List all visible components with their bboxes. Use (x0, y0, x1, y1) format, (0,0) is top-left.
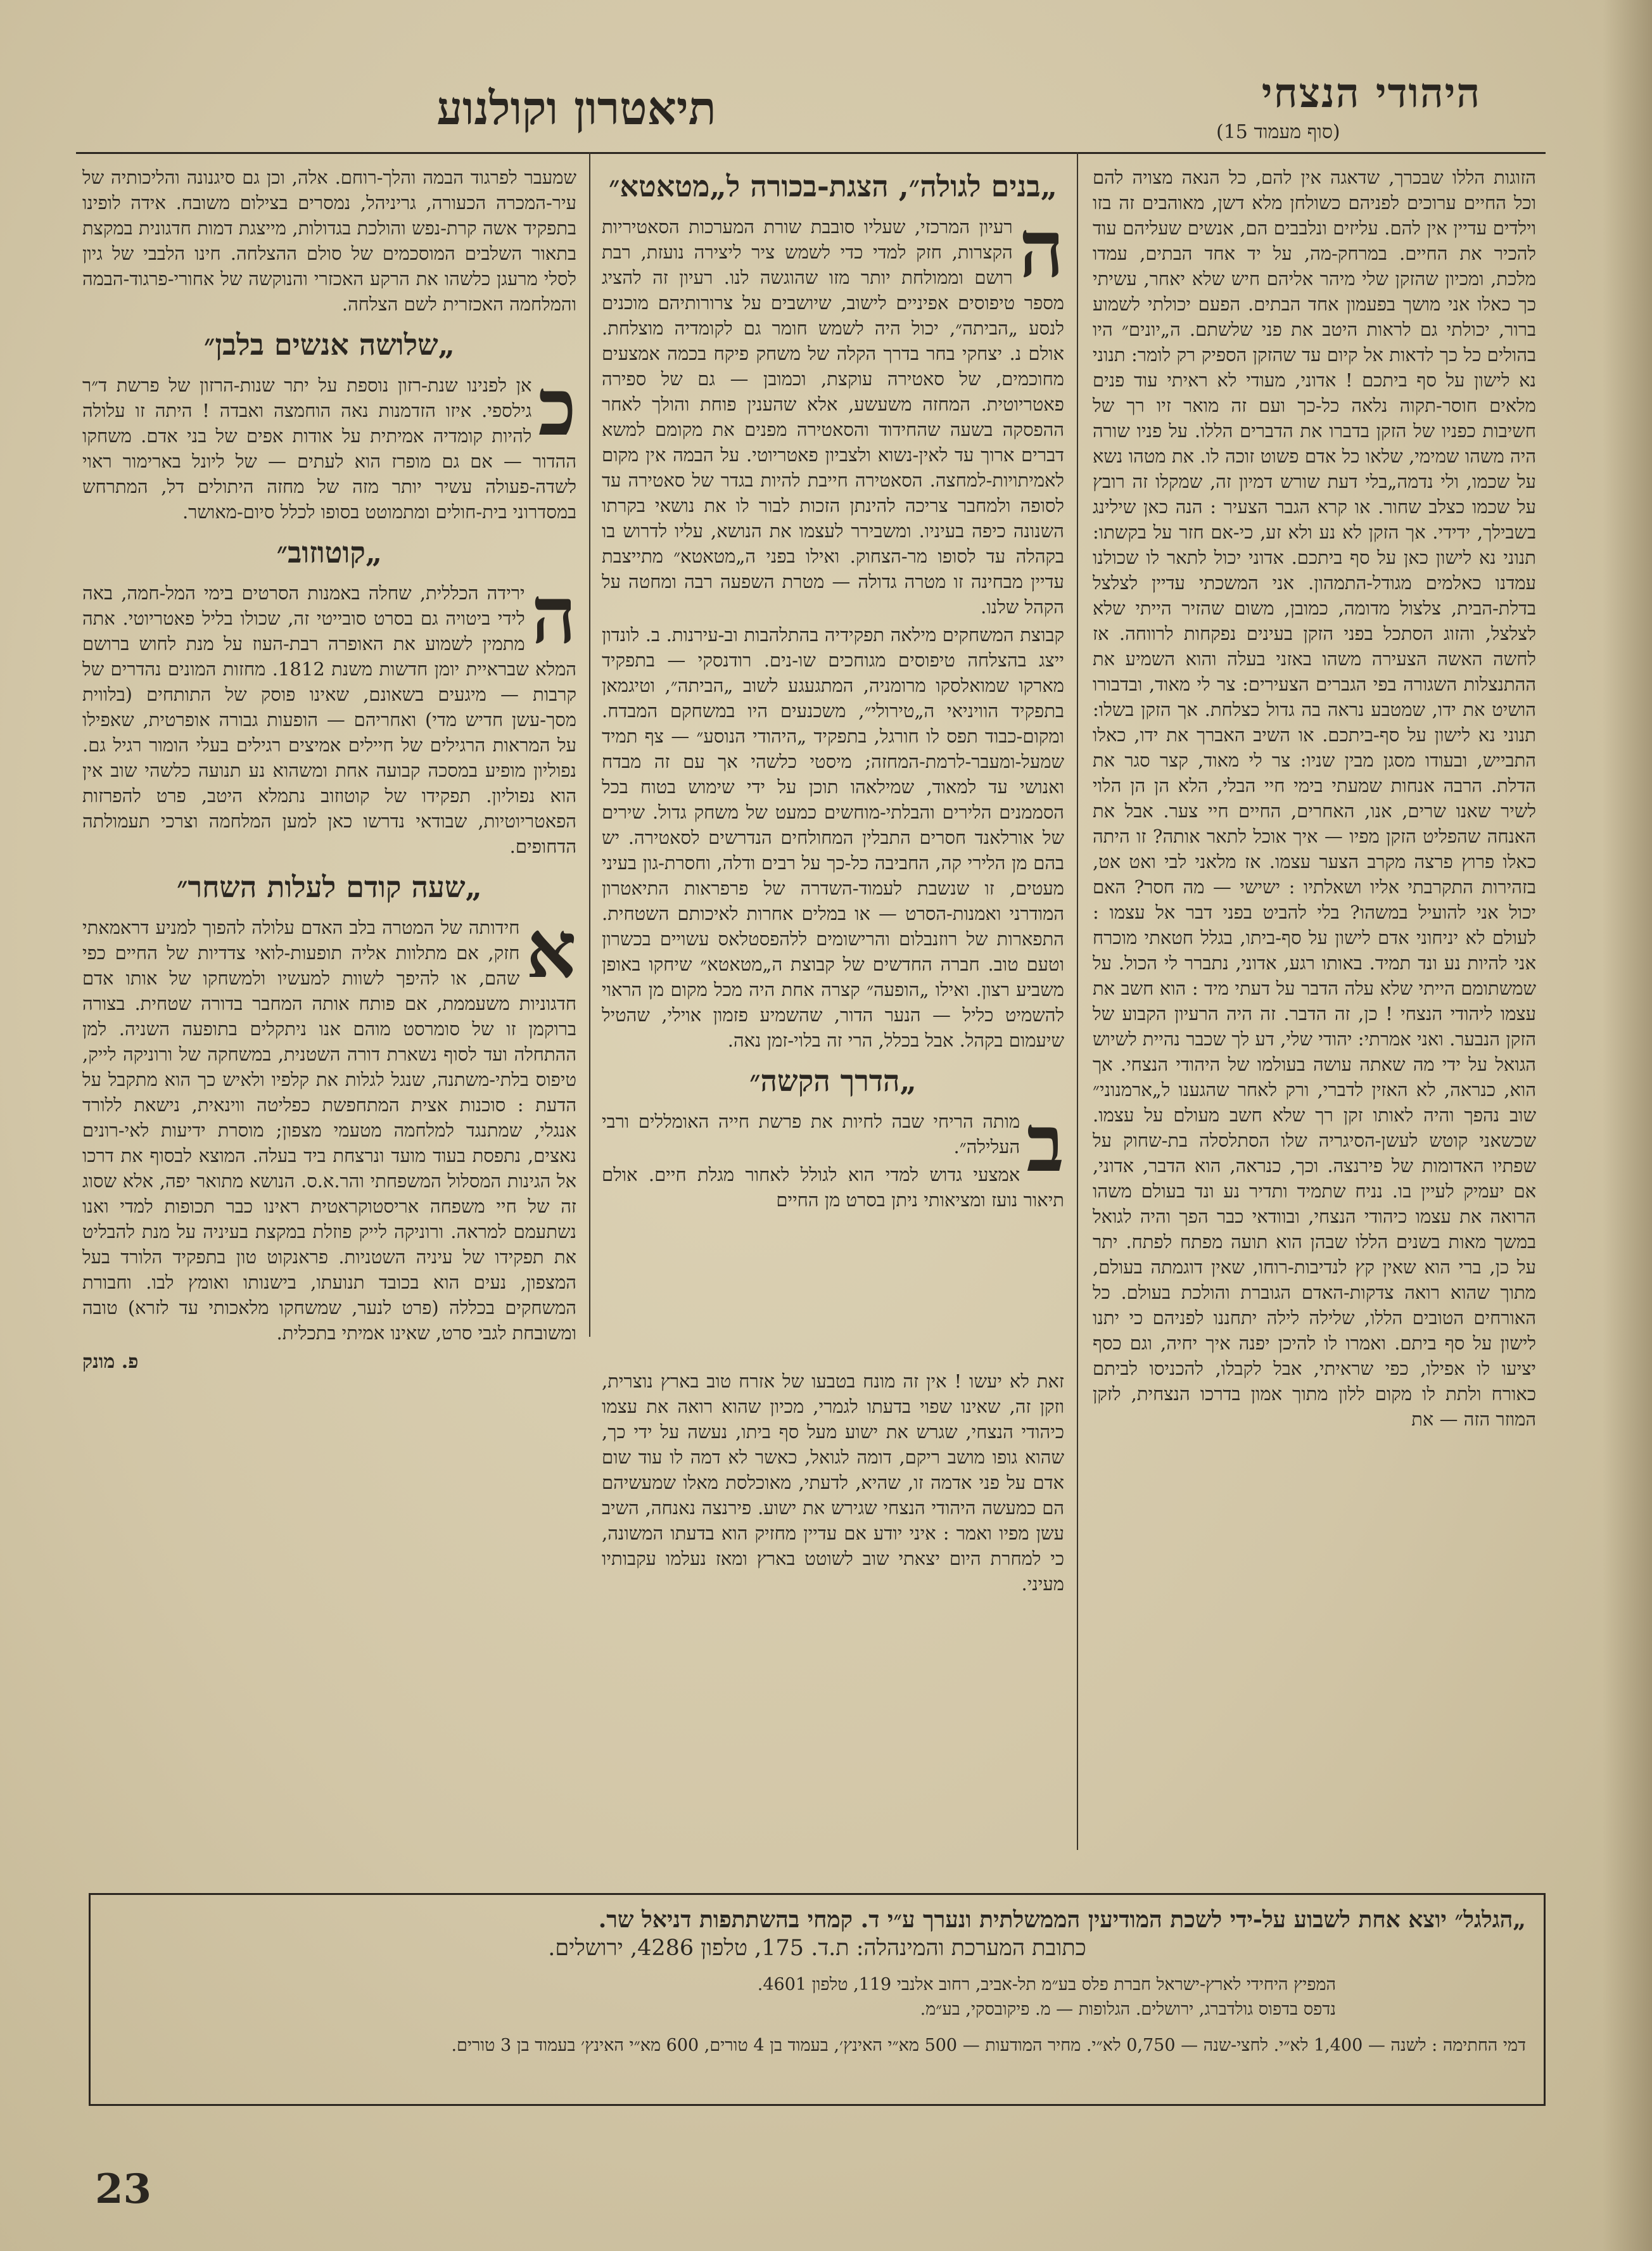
review-title: „הדרך הקשה״ (749, 1064, 917, 1098)
column-film-reviews (82, 165, 576, 1882)
section-title-theater-cinema: תיאטרון וקולנוע (436, 81, 716, 135)
review-title: „שלושה אנשים בלבן״ (203, 328, 455, 362)
page-edge-shadow (1603, 0, 1652, 2251)
review-title: „שעה קודם לעלות השחר״ (177, 870, 482, 904)
masthead-publisher: „הגלגל״ יוצא אחת לשבוע על-ידי לשכת המודיעין הממשלתית ונערך ע״י ד. קמחי בהשתתפות דניאל שר. (598, 1906, 1526, 1933)
review-title: „קוטוזוב״ (276, 535, 383, 570)
paragraph: הזוגות הללו שבכרך, שדאגה אין להם, כל הנאה מצויה להם וכל החיים ערוכים לפניהם כשולחן מלא דשן, מאוהבים זה בזו וילדים עדיין אין להם. עליזים ונלבבים הם, אנשים שעליהם עוד להכיר את החיים. במרחק-מה, על יד אחד הבתים, עמדו מלכת, ומכיון שהזקן שלי מיהר אליהם חיש שלא יאחר, עשיתי כך כאלו אני מושך בפעמון אחד הבתים. הפעם יכולתי לשמוע ברור, יכולתי גם לראות היטב את פני שלשתם. ה„יונים״ היו בהולים כל כך לדאות אל קיום עד שהזקן הספיק רק לומר: תנוני נא לישון על סף ביתכם ! אדוני, מעודי לא ראיתי עוד פנים מלאים חוסר-תקוה נלאה כל-כך ועם זה מואר זיו רך של חשיבות כפניו של הזקן בדברו את הדברים הללו. על פניו שורה היה משהו שמימי, שלאו כל אדם פשוט זוכה לו. את מטהו נשא על שכמו, ולי נדמה„בלי דעת שורש דמיון זה, שמקלו זה רובץ על שכמו כצלב שחור. או קרא הגבר הצעיר : הנה כאן שילינג בשבילך, ידידי. אך הזקן לא נע ולא זע, כי-אם חזר על בקשתו: תנוני נא לישון כאן על סף ביתכם. אדוני יכול לתאר לו שכולנו עמדנו כאלמים מגודל-התמהון. אני המשכתי עדיין לצלצל בדלת-הבית, צלצול מדומה, כמובן, משום שהזיר הייתי שלא לצלצל, והזוג הסתכל בפני הזקן בעינים נפקחות לרווחה. אז לחשה האשה הצעירה משהו באזני בעלה והוא השמיע את ההתנצלות השגורה בפי הגברים הצעירים: צר לי מאוד, ובדבורו הושיט את ידו, שמטבע נראה בה גדול כצלחת. אך הזקן בשלו: תנוני נא לישון על סף-ביתכם. או השיב האברך את ידו, כאלו התבייש, ובעודו מסגן מבין שניו: צר לי מאוד, קצר סגר את הדלת. הרבה אנחות שמעתי בימי חיי הבלי, הלא הן הן הלוי לשיר שאנו שרים, אנו, האחרים, החיים חיי צער. אבל את האנחה שהפליט הזקן מפיו — איך אוכל לתאר אותה? זו היתה כאלו פרוץ פרצה מקרב הצער עצמו. אז מלאני לבי ואט אט, בזהירות התקרבתי אליו ושאלתיו : ישישי — מה חסר? האם יכול אני להועיל במשהו? בלי להביט בפני דבר אל עצמו : לעולם לא יניחוני אדם לישון על סף-ביתו, בגלל חטאתי מוכרח אני להיות נע ונד תמיד. באותו רגע, אדוני, נתברר לי הכול. על שמשתומם הייתי שלא עלה הדבר על דעתי מיד : הוא חשב את עצמו ליהודי הנצחי ! כן, זה הדבר. זה היה הרעיון הקבוע של הזקן הנבער. ואני אמרתי: יהודי שלי, דע לך שכבר נהיית לשיוש הגואל על ידי מה שאתה עושה בעולמו של היהודי הנצחי. אך הוא, כנראה, לא האזין לדברי, ורק לאחר שהגענו ל„ארמנוני״ שוב נהפך והיה לאותו זקן רך שלא חשב מעולם על עצמו. שכשאני קוטש לעשן-הסיגריה שלו הסתלסלה בת-שחוק על שפתיו האדומות של פירנצה. וכך, כנראה, הוא הדבר, אדוני, אם יעמיק לעיין בו. נניח שתמיד ותדיר נע ונד בעולם משהו הרואה את עצמו כיהודי הנצחי, ובוודאי כבר הפך והיה לגואל במשך מאות בשנים הללו שבהן הוא תועה מפתח לפתח. יתר על כן, ברי הוא שאין קץ לנדיבות-רוחו, שאין דוגמתה בעולם, מתוך שהוא רואה צדקות-האדם הגוברת והולכת בעולם. כל האורחים הטובים הללו, שלילה לילה יתחננו לפניהם כי יתנו לישון על סף ביתם. ואמרו לו להיכן יפנה איך יחיה, וגם כסף יציעו לו אפילו, כפי שראיתי, אבל לקבלו, להכניסו לביתם כאורח ולתת לו מקום ללון מתוך אמון בדרכו הנצחית, לזקן המוזר הזה — את (1093, 167, 1536, 1430)
article-title: היהודי הנצחי (1261, 70, 1482, 117)
masthead-address: כתובת המערכת והמינהלה: ת.ד. 175, טלפון 4286, ירושלים. (548, 1935, 1086, 1961)
column-divider (1077, 152, 1078, 1850)
header-rule (76, 152, 1546, 154)
paragraph: אמצעי גדוש למדי הוא לגולל לאחור מגלת חיים. אולם תיאור נועז ומציאותי ניתן בסרט מן החיים (602, 1164, 1064, 1211)
paragraph: זאת לא יעשו ! אין זה מונח בטבעו של אזרח טוב בארץ נוצרית, וזקן זה, שאינו שפוי בדעתו לגמרי, מכיון שהוא רואה את עצמו כיהודי הנצחי, שגרש את ישוע מעל סף ביתו, נעשה על ידי כך, שהוא גופו מושב ריקם, דומה לגואל, כאשר לא דמה לו עוד שום אדם על פני אדמה זו, שהיא, לדעתי, מאוכלסת מאלו שמעשיהם הם כמעשה היהודי הנצחי שגירש את ישוע. פירנצה נאנחה, השיב עשן מפיו ואמר : איני יודע אם עדיין מחזיק הוא בדעתו המשונה, כי למחרת היום יצאתי שוב לשוטט בארץ ומאז נעלמו עקבותיו מעיני. (602, 1370, 1064, 1595)
masthead-subscription: דמי החתימה : לשנה — 1,400 לא״י. לחצי-שנה — 0,750 לא״י. מחיר המודעות — 500 מא״י האינץ׳, בעמוד בן 4 טורים, 600 מא״י האינץ׳ בעמוד בן 3 טורים. (451, 2036, 1526, 2055)
paragraph: קבוצת המשחקים מילאה תפקידיה בהתלהבות וב-עירנות. ב. לונדון ייצג בהצלחה טיפוסים מגוחכים שו-נים. רודנסקי — בתפקיד מארקו שמואלסקו מרומניה, המתגעגע לשוב „הביתה״, וטיגמאן בתפקיד הוויניאי ה„טירולי״, משכנעים היו במשחקם המבדח. ומקום-כבוד תפס לו חורגל, בתפקיד „היהודי הנוסע״ — צף תמיד שמעל-ומעבר-לרמת-המחזה; מיסטי כלשהי אך עם זה מבדח ואנושי עד למאוד, שמילאהו תוכן על ידי שימוש בטוח בכל הסממנים הלירים והבלתי-מוחשים כמעט של משחק גדול. שירים של אורלאנד חסרים התבלין המחולחים הנדרשים לסאטירה. יש בהם מן הלירי קה, החביבה כל-כך על רבים ודלה, וחסרת-גון בעיני מעטים, זו שנשבת לעמוד-השדרה של פרפראות התיאטרון המודרני ואמנות-הסרט — או במלים אחרות לאיכותם השטחית. התפארות של רוזנבלום והרישומים ללהפסטלאס עשויים בכשרון וטעם טוב. חברה החדשים של קבוצת ה„מטאטא״ שיחקו באופן משביע רצון. ואילו „הופעה״ קצרה אחת היה מכל מקום מן הראוי להשמיט כליל — הנער הדור, שהשמיע פזמון אוילי, שהטיל שיעמום בקהל. אבל בכלל, הרי זה בלוי-זמן נאה. (602, 624, 1064, 1051)
article-header-eternal-jew (1210, 70, 1533, 143)
drop-cap: ה (1019, 203, 1064, 295)
paragraph: אן לפנינו שנת-רזון נוספת על יתר שנות-הרזון של פרשת ד״ר גילספי. איזו הזדמנות נאה הוחמצה ואבדה ! היתה זו עלולה להיות קומדיה אמיתית על אודות אפים של בני אדם. משחקו ההדור — אם גם מופרז הוא לעתים — של ליונל בארימור ראוי לשדה-פעולה עשיר יותר מזה של מחזה היתולים דל, המתרחש במסדרוני בית-חולים ומתמוטט בסופו לכלל סיום-מאושר. (82, 374, 576, 523)
column-eternal-jew (1093, 165, 1536, 1882)
column-divider (589, 152, 590, 1337)
page-number: 23 (95, 2165, 152, 2213)
paragraph: שמעבר לפרגוד הבמה והלך-רוחם. אלה, וכן גם סיגנונה והליכותיה של עיר-המכרה הכעורה, גריניהל, נמסרים בצילום משובח. אידה לופינו בתפקיד אשה קרת-נפש והולכת בגדולות, מייצגת דמות חדגונית במקצת בתאור השלבים המוסכמים של סולם ההצלחה. חינו הלבבי של גיון לסלי מרעגן כלשהו את הרקע האכזרי והנוקשה של אחורי-פרגוד-הבמה והמלחמה האכזרית לשם הצלחה. (82, 167, 576, 315)
drop-cap: ה (531, 570, 576, 661)
paragraph: מותה הריחי שבה לחיות את פרשת חייה האומללים ורבי העלילה״. (602, 1111, 1020, 1157)
review-title: „בנים לגולה״, הצגת-בכורה ל„מטאטא״ (608, 169, 1058, 203)
paragraph: חידותה של המטרה בלב האדם עלולה להפוך למניע דראמאתי חזק, אם מתלוות אליה תופעות-לואי צדדיות של החיים כפי שהם, או להיפך לשוות למעשיו ולמשחקו של אותו אדם חדגוניות משעממת, אם פותח אותה המחבר בדורה שטחית. בצורה ברוקמן זו של סומרסט מוהם אנו ניתקלים בתופעה השניה. למן ההתחלה ועד לסוף נשארת דורה השטנית, במשחקה של ורוניקה לייק, טיפוס בלתי-משתנה, שנגל לגלות את קלפיו ולאיש כך הוא מתקבל על הדעת : סוכנות אצית המתחפשת כפליטה ווינאית, נישאת ללורד אנגלי, שמתנגד למלחמה מטעמי מצפון; מוסרת ידיעות לאי-רונים נאצים, נתפסת בעוד מועד ונרצחת ביד בעלה. המוצא לבסוף את דרכו אל הגינות המסלול המשפחתי והר.א.ס. הנושא מתואר יפה, אלא שסוג זה של חיי משפחה אריסטוקראטית ראינו כבר תכופות למדי ואנו נשתעמם למראה. ורוניקה לייק פוזלת במקצת בעיניה על מנת להבליט את תפקידו של עיניה השטניות. פראנקוט טון בתפקיד הלורד בעל המצפון, נעים הוא בכובד תנועתו, בישנותו ואומץ לבו. וחבורת המשחקים בכללה (פרט לנער, שמשחקו מלאכותי עד לזרא) טובה ומשובחת לגבי סרט, שאינו אמיתי בתכלית. (82, 917, 576, 1344)
column-review-exile (602, 158, 1064, 1362)
drop-cap: כ (538, 362, 576, 454)
masthead-box (89, 1893, 1546, 2106)
drop-cap: א (526, 904, 576, 996)
masthead-printer: נדפס בדפוס גולדברג, ירושלים. הגלופות — מ. פיקובסקי, בע״מ. (920, 1999, 1336, 2019)
drop-cap: ב (1026, 1098, 1064, 1190)
paragraph: ירידה הכללית, שחלה באמנות הסרטים בימי המל-חמה, באה לידי ביטויה גם בסרט סובייטי זה, שכולו בליל פאטריוטי. אתה מתמין לשמוע את האופרה רבת-העוז על מנת לחוש ברושם המלא שבראיית יומן חדשות משנת 1812. מחזות המונים נהדרים של קרבות — מיגעים בשאונם, שאינו פוסק של התותחים (בלווית מסך-עשן חדיש מדי) ואחריהם — הופעות גבורה אופרטית, שאפילו על המראות הרגילים של חיילים אמיצים רגילים בעלי הומור רגיל גם. נפוליון מופיע במסכה קבועה אחת ומשהוא נע תנועה כלשהי שוב אין הוא נפוליון. תפקידו של קוטוזוב נתמלא היטב, פרט להפרזות הפאטריוטיות, שבודאי נדרשו כאן למען המלחמה וצרכי תעמולתה הדחופים. (82, 582, 576, 857)
author-signature: פ. מונק (82, 1351, 139, 1373)
paragraph: רעיון המרכזי, שעליו סובבת שורת המערכות הסאטיריות הקצרות, חזק למדי כדי לשמש ציר ליצירה נועזת, רבת רושם וממולחת יותר מזו שהוגשה לנו. רעיון זה להציג מספר טיפוסים אפיניים לישוב, שיושבים על צרורותיהם מוכנים לנסע „הביתה״, יכול היה לשמש חומר גם לקומדיה מוצלחת. אולם נ. יצחקי בחר בדרך הקלה של משחק פיקח בכמה אמצעים מחוכמים, של סאטירה עוקצת, וכמובן — גם של ספירה פאטריוטית. המחזה משעשע, אלא שהענין פוחת והולך לאחר ההפסקה בשעה שהחידוד והסאטירה מפנים את מקומם למשא דברים ארוך עד לאין-נשוא ולצביון פאטריוטי. על הבמה אין מקום לאמיתויות-למחצה. הסאטירה חייבת להיות בגדר של סאטירה עד לסופה ולמחבר צריכה להינתן הזכות לבור לו את נושאי בקרתו השנונה כיפה בעיניו. ומשבירר לעצמו את הנושא, עליו לדרוש בו בקהלה עד לסופו מר-הצחוק. ואילו בפני ה„מטאטא״ מתייצבת עדיין מבחינה זו מטרה גדולה — מטרת השפעה רבה ומחטה על הקהל שלנו. (602, 216, 1064, 618)
article-continuation-note: (סוף מעמוד 15) (1216, 121, 1340, 143)
column-eternal-jew-end (602, 1368, 1064, 1882)
masthead-distributor: המפיץ היחידי לארץ-ישראל חברת פלס בע״מ תל-אביב, רחוב אלנבי 119, טלפון 4601. (757, 1975, 1336, 1994)
